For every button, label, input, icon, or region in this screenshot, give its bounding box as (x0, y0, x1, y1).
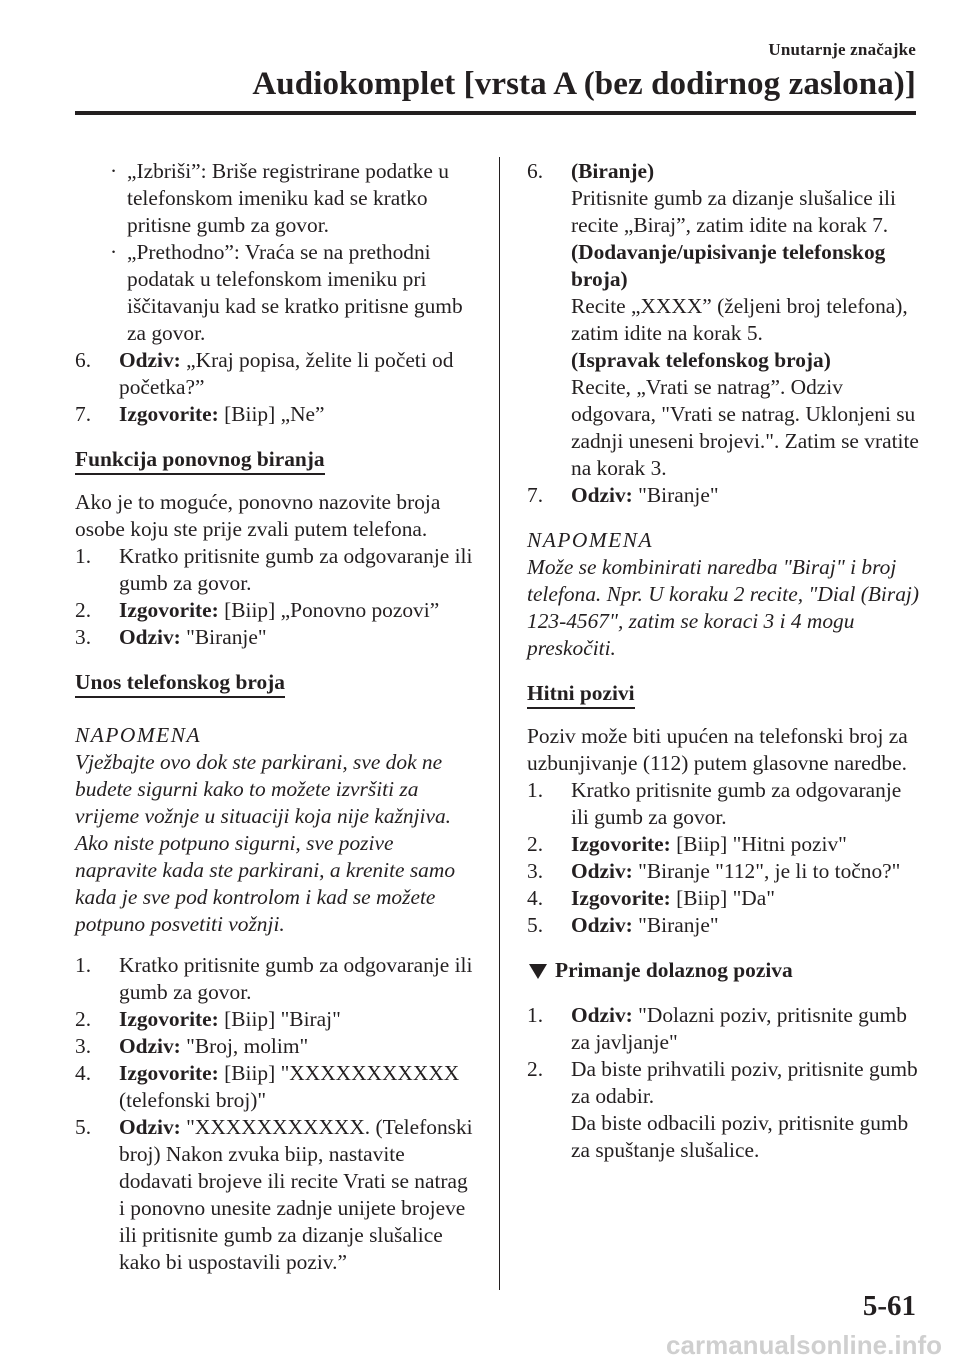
step-number: 6. (527, 159, 544, 183)
step-item (75, 624, 475, 651)
sub-heading: (Ispravak telefonskog broja) (571, 348, 831, 372)
step-number: 5. (75, 1115, 92, 1139)
step-item (75, 543, 475, 597)
step-label: Odziv: (571, 1003, 633, 1027)
bullet-item (75, 239, 475, 347)
sub-heading: (Dodavanje/upisivanje telefonskog broja) (571, 240, 886, 291)
step-item (75, 952, 475, 1006)
step-number: 7. (527, 483, 544, 507)
step-text: Pritisnite gumb za dizanje slušalice ili recite „Biraj”, zatim idite na korak 7. (571, 186, 896, 237)
paragraph: Ako je to moguće, ponovno nazovite broja osobe koju ste prije zvali putem telefona. (75, 490, 441, 541)
step-text: „Kraj popisa, želite li početi od početka?” (119, 348, 454, 399)
step-text: Da biste odbacili poziv, pritisnite gumb za spuštanje slušalice. (571, 1111, 909, 1162)
step-label: Odziv: (119, 1034, 181, 1058)
step-number: 3. (75, 625, 92, 649)
note-title: NAPOMENA (527, 528, 654, 552)
step-label: Odziv: (571, 483, 633, 507)
step-item (75, 597, 475, 624)
step-label: Izgovorite: (119, 1007, 219, 1031)
step-label: Odziv: (119, 1115, 181, 1139)
step-number: 7. (75, 402, 92, 426)
step-text: Recite „XXXX” (željeni broj telefona), zatim idite na korak 5. (571, 294, 908, 345)
step-label: Odziv: (571, 859, 633, 883)
step-number: 2. (527, 1057, 544, 1081)
section-title-incoming: Primanje dolaznog poziva (527, 957, 919, 984)
paragraph: Poziv može biti upućen na telefonski broj za uzbunjivanje (112) putem glasovne naredbe. (527, 724, 908, 775)
step-number: 2. (75, 598, 92, 622)
bullet-item (75, 158, 475, 239)
step-text: "Biranje" (180, 625, 267, 649)
step-item (75, 1114, 475, 1276)
right-column (527, 158, 919, 1164)
note-text: Vježbajte ovo dok ste parkirani, sve dok ne budete sigurni kako to možete izvršiti za vrijeme vožnje u situaciji koja nije kažnjiva. Ako niste potpuno sigurni, sve pozive napravite kada ste parkirani, a krenite samo kada je sve pod kontrolom i kad se možete potpuno posvetiti vožnji. (75, 750, 456, 936)
step-number: 5. (527, 913, 544, 937)
step-label: Izgovorite: (119, 598, 219, 622)
page-number: 5-61 (862, 1290, 916, 1322)
step-text: "Biranje" (632, 913, 719, 937)
step-item (75, 1006, 475, 1033)
step-item (75, 401, 475, 428)
section-label: Unutarnje značajke (768, 40, 916, 59)
column-divider (499, 157, 500, 1290)
sub-heading: (Biranje) (571, 159, 655, 183)
step-item (527, 912, 919, 939)
step-number: 6. (75, 348, 92, 372)
header-rule (75, 111, 916, 115)
step-number: 4. (527, 886, 544, 910)
step-text: Kratko pritisnite gumb za odgovaranje ili gumb za govor. (119, 544, 473, 595)
step-text: "XXXXXXXXXXX. (Telefonski broj) Nakon zvuka biip, nastavite dodavati brojeve ili recite Vrati se natrag i ponovno unesite zadnje unijete brojeve ili pritisnite gumb za dizanje slušalice kako bi uspostavili poziv.” (119, 1115, 473, 1274)
step-text: "Broj, molim" (180, 1034, 309, 1058)
triangle-down-icon (529, 964, 547, 979)
step-text: [Biip] „Ne” (218, 402, 325, 426)
step-text: [Biip] "XXXXXXXXXXX (telefonski broj)" (119, 1061, 460, 1112)
section-heading-emergency: Hitni pozivi (527, 680, 635, 709)
step-text: Recite, „Vrati se natrag”. Odziv odgovara, "Vrati se natrag. Uklonjeni su zadnji uneseni brojevi.". Zatim se vratite na korak 3. (571, 375, 919, 480)
step-text: [Biip] „Ponovno pozovi” (218, 598, 440, 622)
step-number: 3. (75, 1034, 92, 1058)
step-label: Izgovorite: (571, 886, 671, 910)
step-text: [Biip] "Hitni poziv" (670, 832, 847, 856)
step-number: 3. (527, 859, 544, 883)
step-label: Izgovorite: (571, 832, 671, 856)
step-item (527, 1002, 919, 1056)
step-number: 4. (75, 1061, 92, 1085)
step-text: Da biste prihvatili poziv, pritisnite gumb za odabir. (571, 1057, 918, 1108)
step-item (527, 831, 919, 858)
step-number: 1. (527, 778, 544, 802)
step-item (527, 158, 919, 482)
left-column (75, 158, 475, 1276)
step-number: 2. (75, 1007, 92, 1031)
page-header (252, 40, 916, 103)
section-heading-redial: Funkcija ponovnog biranja (75, 446, 325, 475)
step-item (75, 347, 475, 401)
step-text: [Biip] "Da" (670, 886, 775, 910)
step-label: Izgovorite: (119, 1061, 219, 1085)
step-label: Izgovorite: (119, 402, 219, 426)
step-text: Kratko pritisnite gumb za odgovaranje ili gumb za govor. (119, 953, 473, 1004)
step-text: [Biip] "Biraj" (218, 1007, 341, 1031)
step-label: Odziv: (119, 348, 181, 372)
page-title: Audiokomplet [vrsta A (bez dodirnog zaslona)] (252, 66, 916, 102)
step-item (75, 1033, 475, 1060)
step-number: 1. (75, 544, 92, 568)
watermark: carmanualsonline.info (666, 1330, 942, 1360)
step-number: 2. (527, 832, 544, 856)
step-item (527, 858, 919, 885)
bullet-dot: · (110, 159, 118, 183)
step-item (527, 482, 919, 509)
step-label: Odziv: (571, 913, 633, 937)
step-text: "Dolazni poziv, pritisnite gumb za javljanje" (571, 1003, 907, 1054)
step-label: Odziv: (119, 625, 181, 649)
note-text: Može se kombinirati naredba "Biraj" i broj telefona. Npr. U koraku 2 recite, "Dial (Biraj) 123-4567", zatim se koraci 3 i 4 mogu preskočiti. (527, 555, 919, 660)
step-item (527, 777, 919, 831)
bullet-text: „Prethodno”: Vraća se na prethodni podatak u telefonskom imeniku pri iščitavanju kad se kratko pritisne gumb za govor. (127, 240, 463, 345)
note-title: NAPOMENA (75, 723, 202, 747)
step-number: 1. (75, 953, 92, 977)
step-text: "Biranje" (632, 483, 719, 507)
step-text: Kratko pritisnite gumb za odgovaranje ili gumb za govor. (571, 778, 902, 829)
step-item (527, 1056, 919, 1164)
bullet-dot: · (110, 240, 118, 264)
step-text: "Biranje "112", je li to točno?" (632, 859, 901, 883)
section-heading-number-entry: Unos telefonskog broja (75, 669, 285, 698)
step-item (527, 885, 919, 912)
step-item (75, 1060, 475, 1114)
bullet-text: „Izbriši”: Briše registrirane podatke u telefonskom imeniku kad se kratko pritisne gumb za govor. (127, 159, 449, 237)
step-number: 1. (527, 1003, 544, 1027)
